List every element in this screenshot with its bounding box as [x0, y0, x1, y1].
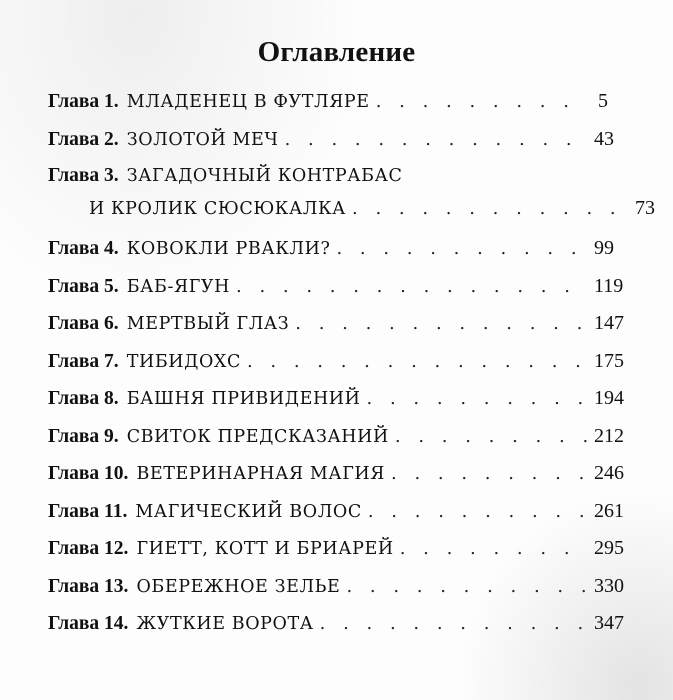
chapter-label: Глава 4.	[48, 238, 119, 259]
dot-leader	[336, 236, 588, 262]
chapter-label: Глава 3.	[48, 165, 119, 186]
page-number: 175	[594, 349, 624, 372]
chapter-title: ВЕТЕРИНАРНАЯ МАГИЯ	[136, 464, 386, 484]
page-number: 43	[594, 127, 614, 150]
toc-entry-6[interactable]	[48, 310, 624, 348]
toc-entry-11[interactable]	[48, 498, 624, 536]
toc-entry-12[interactable]	[48, 535, 624, 573]
dot-leader	[368, 499, 588, 525]
page-number: 194	[594, 387, 624, 409]
chapter-label: Глава 10.	[48, 463, 129, 484]
chapter-label: Глава 8.	[48, 388, 119, 409]
page-number: 99	[594, 237, 614, 259]
toc-entry-8[interactable]	[48, 385, 624, 423]
page-number: 246	[594, 462, 624, 484]
chapter-title: МЕРТВЫЙ ГЛАЗ	[126, 314, 290, 334]
table-of-contents	[48, 88, 655, 648]
chapter-label: Глава 13.	[48, 575, 129, 597]
chapter-title: ЖУТКИЕ ВОРОТА	[136, 614, 314, 634]
toc-entry-13[interactable]	[48, 573, 624, 611]
page-number: 73	[635, 197, 655, 219]
page-number: 347	[594, 612, 624, 634]
chapter-title: ТИБИДОХС	[126, 351, 241, 372]
page-number: 119	[594, 274, 624, 297]
toc-entry-3[interactable]	[48, 163, 655, 235]
dot-leader	[376, 89, 588, 115]
dot-leader	[352, 196, 629, 222]
dot-leader	[236, 274, 588, 300]
chapter-title: ЗОЛОТОЙ МЕЧ	[126, 129, 279, 150]
chapter-label: Глава 5.	[48, 275, 119, 297]
dot-leader	[367, 386, 588, 412]
dot-leader	[346, 574, 588, 600]
chapter-title: БАБ-ЯГУН	[126, 276, 231, 297]
toc-entry-10[interactable]	[48, 460, 624, 498]
page-number: 330	[594, 574, 624, 597]
chapter-label: Глава 7.	[48, 350, 119, 372]
toc-entry-4[interactable]	[48, 235, 614, 273]
toc-entry-9[interactable]	[48, 423, 624, 461]
dot-leader	[247, 349, 588, 375]
chapter-label: Глава 9.	[48, 425, 119, 447]
toc-entry-7[interactable]	[48, 348, 624, 386]
dot-leader	[320, 611, 588, 637]
dot-leader	[391, 461, 588, 487]
chapter-title: МЛАДЕНЕЦ В ФУТЛЯРЕ	[126, 92, 370, 112]
toc-entry-14[interactable]	[48, 610, 624, 648]
chapter-label: Глава 12.	[48, 538, 129, 559]
chapter-label: Глава 1.	[48, 91, 119, 112]
toc-entry-1[interactable]	[48, 88, 608, 126]
chapter-title: МАГИЧЕСКИЙ ВОЛОС	[135, 501, 362, 522]
chapter-title: ОБЕРЕЖНОЕ ЗЕЛЬЕ	[136, 576, 341, 597]
chapter-title: КОВОКЛИ РВАКЛИ?	[126, 239, 331, 259]
chapter-label: Глава 11.	[48, 500, 128, 522]
chapter-title: БАШНЯ ПРИВИДЕНИЙ	[126, 389, 361, 409]
dot-leader	[395, 424, 588, 450]
page-number: 295	[594, 537, 624, 559]
dot-leader	[400, 536, 588, 562]
chapter-title: ЗАГАДОЧНЫЙ КОНТРАБАС	[126, 166, 403, 186]
page-title: Оглавление	[257, 36, 416, 68]
page-number: 261	[594, 499, 624, 522]
chapter-title: СВИТОК ПРЕДСКАЗАНИЙ	[126, 426, 389, 447]
chapter-label: Глава 14.	[48, 613, 129, 634]
dot-leader	[295, 311, 588, 337]
toc-entry-5[interactable]	[48, 273, 624, 311]
chapter-label: Глава 2.	[48, 128, 119, 150]
page-number: 212	[594, 424, 624, 447]
chapter-title: ГИЕТТ, КОТТ И БРИАРЕЙ	[136, 539, 394, 559]
chapter-label: Глава 6.	[48, 313, 119, 334]
dot-leader	[285, 127, 588, 153]
page-number: 147	[594, 312, 624, 334]
page-number: 5	[598, 90, 608, 112]
chapter-title-continuation: И КРОЛИК СЮСЮКАЛКА	[89, 199, 347, 219]
toc-entry-2[interactable]	[48, 126, 614, 164]
